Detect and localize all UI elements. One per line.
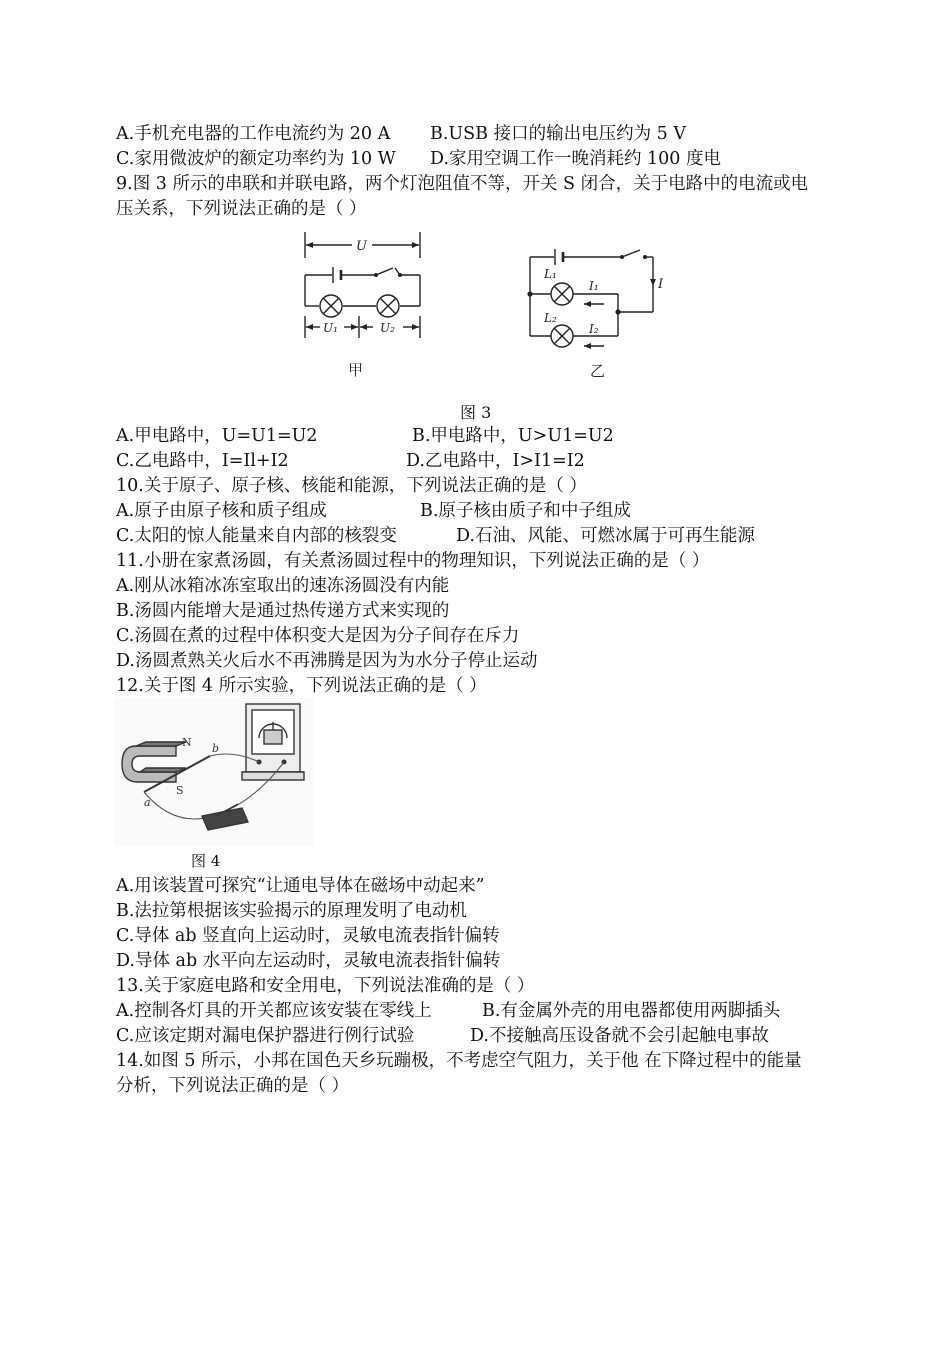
label-b: b bbox=[212, 742, 220, 755]
q9-option-b: B.甲电路中，U>U1=U2 bbox=[412, 426, 614, 446]
q10-row-ab bbox=[116, 499, 631, 524]
q13-row-ab bbox=[116, 999, 781, 1024]
q8-row-ab bbox=[116, 122, 686, 147]
q13-stem: 13.关于家庭电路和安全用电，下列说法准确的是（ ） bbox=[116, 976, 535, 996]
q9-option-a: A.甲电路中，U=U1=U2 bbox=[116, 426, 318, 446]
figure-4-apparatus bbox=[114, 698, 314, 846]
label-i2: I₂ bbox=[589, 322, 599, 336]
q12-option-a: A.用该装置可探究“让通电导体在磁场中动起来” bbox=[116, 876, 485, 896]
label-s: S bbox=[176, 784, 184, 797]
q11-option-c: C.汤圆在煮的过程中体积变大是因为分子间存在斥力 bbox=[116, 626, 520, 646]
figure-3-circuit-jia bbox=[296, 228, 436, 380]
q11-option-d: D.汤圆煮熟关火后水不再沸腾是因为为水分子停止运动 bbox=[116, 651, 538, 671]
q12-stem: 12.关于图 4 所示实验，下列说法正确的是（ ） bbox=[116, 676, 487, 696]
q13-option-a: A.控制各灯具的开关都应该安装在零线上 bbox=[116, 1001, 432, 1021]
label-l1: L₁ bbox=[544, 267, 557, 281]
label-l2: L₂ bbox=[544, 311, 557, 325]
q13-option-d: D.不接触高压设备就不会引起触电事故 bbox=[470, 1026, 769, 1046]
q12-option-b: B.法拉第根据该实验揭示的原理发明了电动机 bbox=[116, 901, 467, 921]
label-a: a bbox=[144, 796, 151, 809]
label-n: N bbox=[182, 736, 192, 749]
q11-option-b: B.汤圆内能增大是通过热传递方式来实现的 bbox=[116, 601, 450, 621]
q9-row-ab bbox=[116, 424, 614, 449]
q9-stem-line1: 9.图 3 所示的串联和并联电路，两个灯泡阻值不等，开关 S 闭合，关于电路中的电流或电 bbox=[116, 174, 809, 194]
q11-stem: 11.小册在家煮汤圆，有关煮汤圆过程中的物理知识，下列说法正确的是（ ） bbox=[116, 551, 710, 571]
label-u2: U₂ bbox=[380, 321, 395, 335]
q12-option-d: D.导体 ab 水平向左运动时，灵敏电流表指针偏转 bbox=[116, 951, 501, 971]
figure-3-circuit-yi bbox=[522, 236, 682, 382]
label-u: U bbox=[356, 239, 367, 254]
q13-option-c: C.应该定期对漏电保护器进行例行试验 bbox=[116, 1026, 415, 1046]
label-yi: 乙 bbox=[590, 362, 606, 380]
q10-option-a: A.原子由原子核和质子组成 bbox=[116, 501, 327, 521]
q11-option-a: A.刚从冰箱冰冻室取出的速冻汤圆没有内能 bbox=[116, 576, 450, 596]
q9-option-c: C.乙电路中，I=Il+I2 bbox=[116, 451, 289, 471]
q8-option-b: B.USB 接口的输出电压约为 5 V bbox=[430, 124, 686, 144]
q14-stem-line2: 分析，下列说法正确的是（ ） bbox=[116, 1076, 350, 1096]
label-i1: I₁ bbox=[589, 279, 599, 293]
figure-3-caption: 图 3 bbox=[460, 403, 492, 422]
q9-stem-line2: 压关系，下列说法正确的是（ ） bbox=[116, 199, 367, 219]
label-i: I bbox=[658, 277, 664, 292]
figure-4-caption: 图 4 bbox=[191, 852, 221, 870]
q10-stem: 10.关于原子、原子核、核能和能源，下列说法正确的是（ ） bbox=[116, 476, 587, 496]
q9-option-d: D.乙电路中，I>I1=I2 bbox=[406, 451, 585, 471]
q8-option-d: D.家用空调工作一晚消耗约 100 度电 bbox=[430, 149, 721, 169]
q13-option-b: B.有金属外壳的用电器都使用两脚插头 bbox=[482, 1001, 781, 1021]
q8-option-c: C.家用微波炉的额定功率约为 10 W bbox=[116, 149, 396, 169]
q8-option-a: A.手机充电器的工作电流约为 20 A bbox=[116, 124, 391, 144]
q10-option-c: C.太阳的惊人能量来自内部的核裂变 bbox=[116, 526, 397, 546]
q8-row-cd bbox=[116, 147, 721, 172]
q12-option-c: C.导体 ab 竖直向上运动时，灵敏电流表指针偏转 bbox=[116, 926, 500, 946]
q10-option-b: B.原子核由质子和中子组成 bbox=[420, 501, 631, 521]
q10-row-cd bbox=[116, 524, 755, 549]
q14-stem-line1: 14.如图 5 所示，小邦在国色天乡玩蹦极，不考虑空气阻力，关于他 在下降过程中的能量 bbox=[116, 1051, 802, 1071]
label-u1: U₁ bbox=[323, 321, 338, 335]
q13-row-cd bbox=[116, 1024, 769, 1049]
q9-row-cd bbox=[116, 449, 585, 474]
label-jia: 甲 bbox=[348, 361, 364, 379]
q10-option-d: D.石油、风能、可燃冰属于可再生能源 bbox=[456, 526, 755, 546]
